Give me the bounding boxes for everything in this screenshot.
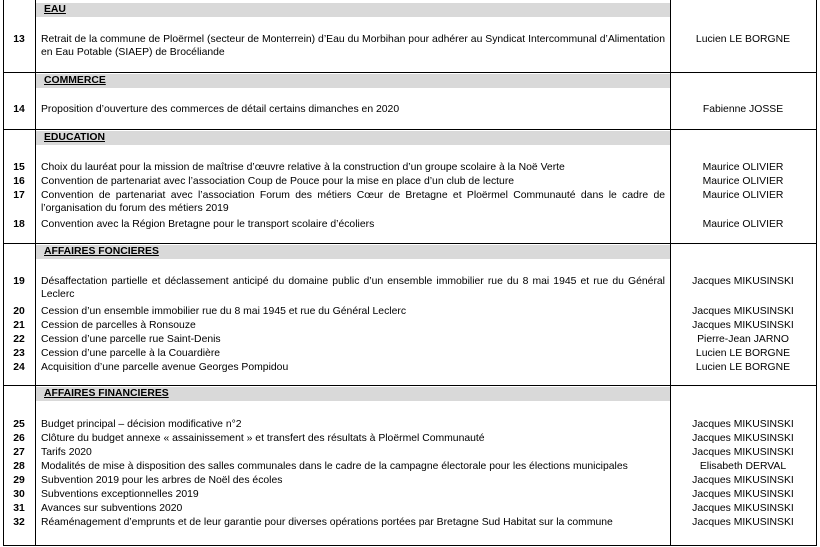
section-divider bbox=[3, 129, 817, 130]
item-rapporteur: Pierre-Jean JARNO bbox=[697, 334, 789, 345]
item-text: Désaffectation partielle et déclassement anticipé du domaine public d’un ensemble immobilier rue du 8 mai 1945 et rue du Général Leclerc bbox=[41, 276, 665, 300]
item-rapporteur: Lucien LE BORGNE bbox=[695, 348, 791, 359]
section-header-band bbox=[36, 74, 670, 88]
section-title-eau: EAU bbox=[44, 4, 66, 15]
item-text: Retrait de la commune de Ploërmel (secteur de Monterrein) d’Eau du Morbihan pour adhérer au Syndicat Intercommunal d’Alimentation en Eau Potable (SIAEP) de Brocéliande bbox=[41, 34, 665, 58]
item-text: Cession d’un ensemble immobilier rue du 8 mai 1945 et rue du Général Leclerc bbox=[41, 306, 407, 317]
item-rapporteur: Jacques MIKUSINSKI bbox=[692, 489, 794, 500]
item-text: Convention de partenariat avec l’association Coup de Pouce pour la mise en place d’un club de lecture bbox=[41, 176, 515, 187]
item-rapporteur: Lucien LE BORGNE bbox=[695, 34, 791, 45]
item-text: Choix du lauréat pour la mission de maîtrise d’œuvre relative à la construction d’un groupe scolaire à la Noë Verte bbox=[41, 162, 565, 173]
item-rapporteur: Fabienne JOSSE bbox=[702, 104, 784, 115]
item-rapporteur: Jacques MIKUSINSKI bbox=[692, 320, 794, 331]
table-border-right bbox=[816, 0, 817, 546]
item-rapporteur: Lucien LE BORGNE bbox=[695, 362, 791, 373]
section-title-affaires-financieres: AFFAIRES FINANCIERES bbox=[44, 388, 169, 399]
item-rapporteur: Jacques MIKUSINSKI bbox=[692, 503, 794, 514]
item-text: Avances sur subventions 2020 bbox=[41, 503, 183, 514]
item-number: 21 bbox=[13, 320, 25, 331]
item-number: 15 bbox=[13, 162, 25, 173]
item-text: Cession de parcelles à Ronsouze bbox=[41, 320, 196, 331]
item-number: 14 bbox=[13, 104, 25, 115]
item-rapporteur: Elisabeth DERVAL bbox=[699, 461, 787, 472]
item-text: Clôture du budget annexe « assainissement » et transfert des résultats à Ploërmel Communauté bbox=[41, 433, 485, 444]
item-number: 28 bbox=[13, 461, 25, 472]
item-rapporteur: Jacques MIKUSINSKI bbox=[692, 517, 794, 528]
item-number: 27 bbox=[13, 447, 25, 458]
agenda-table bbox=[3, 0, 817, 546]
item-text: Subventions exceptionnelles 2019 bbox=[41, 489, 199, 500]
item-rapporteur: Jacques MIKUSINSKI bbox=[692, 276, 794, 287]
item-text: Budget principal – décision modificative n°2 bbox=[41, 419, 242, 430]
item-rapporteur: Jacques MIKUSINSKI bbox=[692, 306, 794, 317]
item-rapporteur: Maurice OLIVIER bbox=[702, 176, 784, 187]
section-header-band bbox=[36, 3, 670, 17]
item-number: 30 bbox=[13, 489, 25, 500]
item-number: 19 bbox=[13, 276, 25, 287]
section-divider bbox=[3, 72, 817, 73]
section-title-affaires-foncieres: AFFAIRES FONCIERES bbox=[44, 246, 159, 257]
item-rapporteur: Jacques MIKUSINSKI bbox=[692, 475, 794, 486]
item-number: 17 bbox=[13, 190, 25, 201]
item-text: Convention de partenariat avec l’association Forum des métiers Cœur de Bretagne et Ploërmel Communauté dans le cadre de l’organisation du forum des métiers 2019 bbox=[41, 190, 665, 214]
item-number: 18 bbox=[13, 219, 25, 230]
section-title-commerce: COMMERCE bbox=[44, 75, 106, 86]
item-number: 20 bbox=[13, 306, 25, 317]
item-number: 16 bbox=[13, 176, 25, 187]
item-text: Proposition d’ouverture des commerces de détail certains dimanches en 2020 bbox=[41, 104, 400, 115]
item-text: Réaménagement d’emprunts et de leur garantie pour diverses opérations portées par Bretagne Sud Habitat sur la commune bbox=[41, 517, 613, 528]
item-number: 23 bbox=[13, 348, 25, 359]
section-divider bbox=[3, 385, 817, 386]
item-text: Modalités de mise à disposition des salles communales dans le cadre de la campagne électorale pour les élections municipales bbox=[41, 461, 628, 472]
section-title-education: EDUCATION bbox=[44, 132, 105, 143]
item-text: Convention avec la Région Bretagne pour le transport scolaire d’écoliers bbox=[41, 219, 375, 230]
item-number: 31 bbox=[13, 503, 25, 514]
item-number: 24 bbox=[13, 362, 25, 373]
item-text: Cession d’une parcelle à la Couardière bbox=[41, 348, 221, 359]
item-text: Subvention 2019 pour les arbres de Noël des écoles bbox=[41, 475, 283, 486]
section-header-band bbox=[36, 131, 670, 145]
item-number: 32 bbox=[13, 517, 25, 528]
item-number: 26 bbox=[13, 433, 25, 444]
item-rapporteur: Maurice OLIVIER bbox=[702, 162, 784, 173]
item-rapporteur: Jacques MIKUSINSKI bbox=[692, 433, 794, 444]
table-border-bottom bbox=[3, 545, 817, 546]
item-number: 13 bbox=[13, 34, 25, 45]
item-rapporteur: Maurice OLIVIER bbox=[702, 219, 784, 230]
item-text: Tarifs 2020 bbox=[41, 447, 92, 458]
item-rapporteur: Maurice OLIVIER bbox=[702, 190, 784, 201]
item-text: Cession d’une parcelle rue Saint-Denis bbox=[41, 334, 221, 345]
item-number: 22 bbox=[13, 334, 25, 345]
item-rapporteur: Jacques MIKUSINSKI bbox=[692, 419, 794, 430]
item-number: 29 bbox=[13, 475, 25, 486]
item-rapporteur: Jacques MIKUSINSKI bbox=[692, 447, 794, 458]
section-divider bbox=[3, 243, 817, 244]
item-number: 25 bbox=[13, 419, 25, 430]
item-text: Acquisition d’une parcelle avenue Georges Pompidou bbox=[41, 362, 289, 373]
